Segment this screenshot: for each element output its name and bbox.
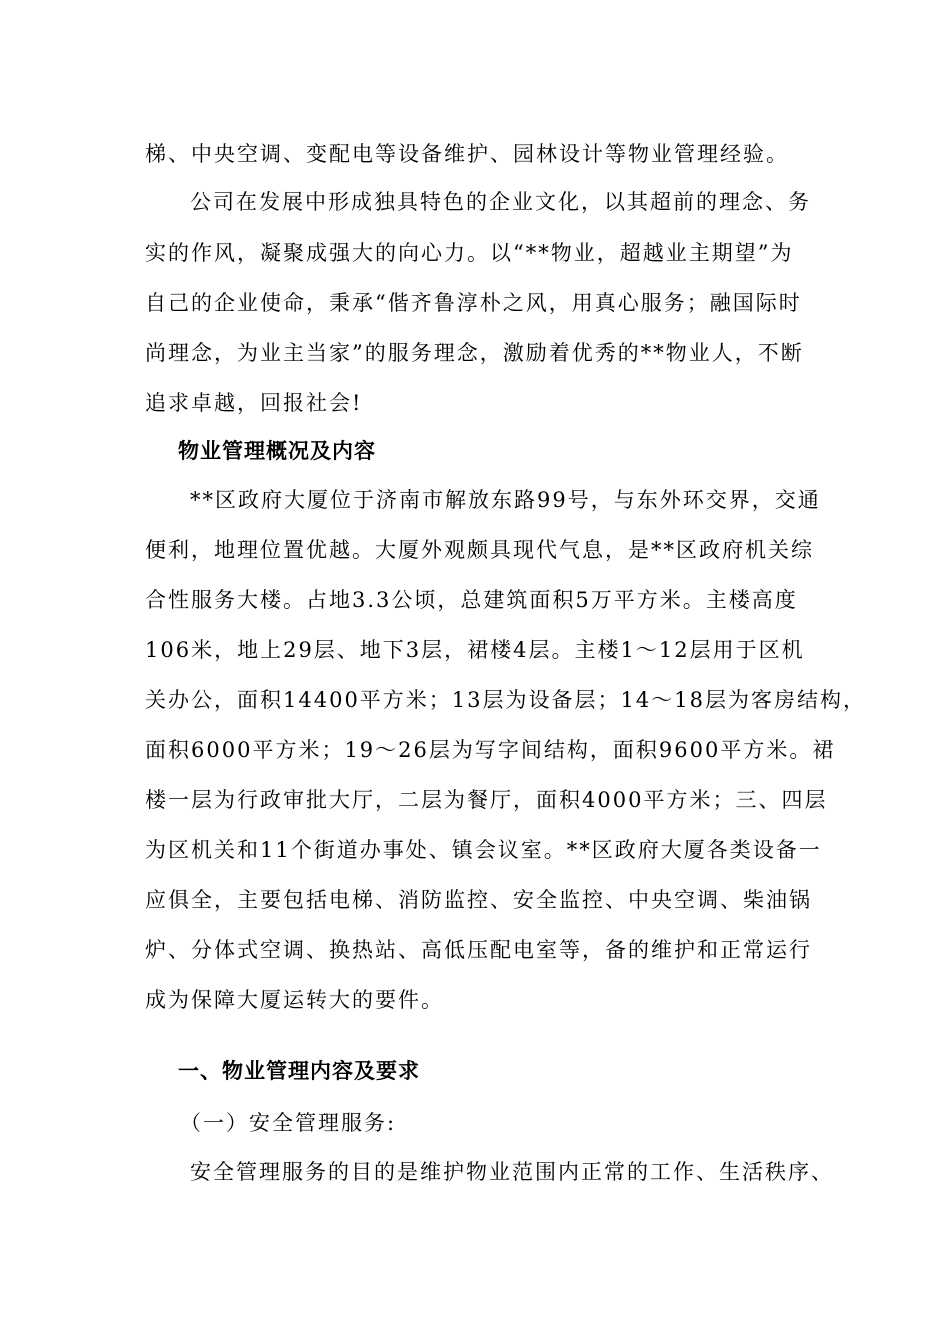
subsection-heading: （一）安全管理服务: (180, 1111, 397, 1135)
paragraph-line: 为区机关和11个街道办事处、镇会议室。**区政府大厦各类设备一 (145, 838, 822, 862)
paragraph-line: **区政府大厦位于济南市解放东路99号，与东外环交界，交通 (190, 488, 821, 512)
paragraph-line: 实的作风，凝聚成强大的向心力。以“**物业，超越业主期望”为 (145, 241, 794, 265)
paragraph-line: 追求卓越，回报社会! (145, 391, 363, 415)
paragraph-line: 成为保障大厦运转大的要件。 (145, 988, 444, 1012)
paragraph-line: 合性服务大楼。占地3.3公顷，总建筑面积5万平方米。主楼高度 (145, 588, 798, 612)
paragraph-line: 应俱全，主要包括电梯、消防监控、安全监控、中央空调、柴油锅 (145, 888, 812, 912)
paragraph-line: 面积6000平方米；19～26层为写字间结构，面积9600平方米。裙 (145, 738, 836, 762)
paragraph-line: 楼一层为行政审批大厅，二层为餐厅，面积4000平方米；三、四层 (145, 788, 828, 812)
paragraph-line: 公司在发展中形成独具特色的企业文化，以其超前的理念、务 (190, 190, 811, 214)
paragraph-line: 炉、分体式空调、换热站、高低压配电室等，备的维护和正常运行 (145, 938, 812, 962)
paragraph-line: 梯、中央空调、变配电等设备维护、园林设计等物业管理经验。 (145, 142, 789, 166)
paragraph-line: 关办公，面积14400平方米；13层为设备层；14～18层为客房结构， (145, 688, 866, 712)
paragraph-line: 便利，地理位置优越。大厦外观颇具现代气息，是**区政府机关综 (145, 538, 814, 562)
paragraph-line: 106米，地上29层、地下3层，裙楼4层。主楼1～12层用于区机 (145, 638, 805, 662)
section-heading: 物业管理概况及内容 (178, 438, 376, 463)
section-heading: 一、物业管理内容及要求 (178, 1058, 420, 1083)
paragraph-line: 尚理念，为业主当家”的服务理念，激励着优秀的**物业人，不断 (145, 341, 804, 365)
paragraph-line: 自己的企业使命，秉承“偕齐鲁淳朴之风，用真心服务；融国际时 (145, 291, 802, 315)
paragraph-line: 安全管理服务的目的是维护物业范围内正常的工作、生活秩序、 (190, 1160, 834, 1184)
